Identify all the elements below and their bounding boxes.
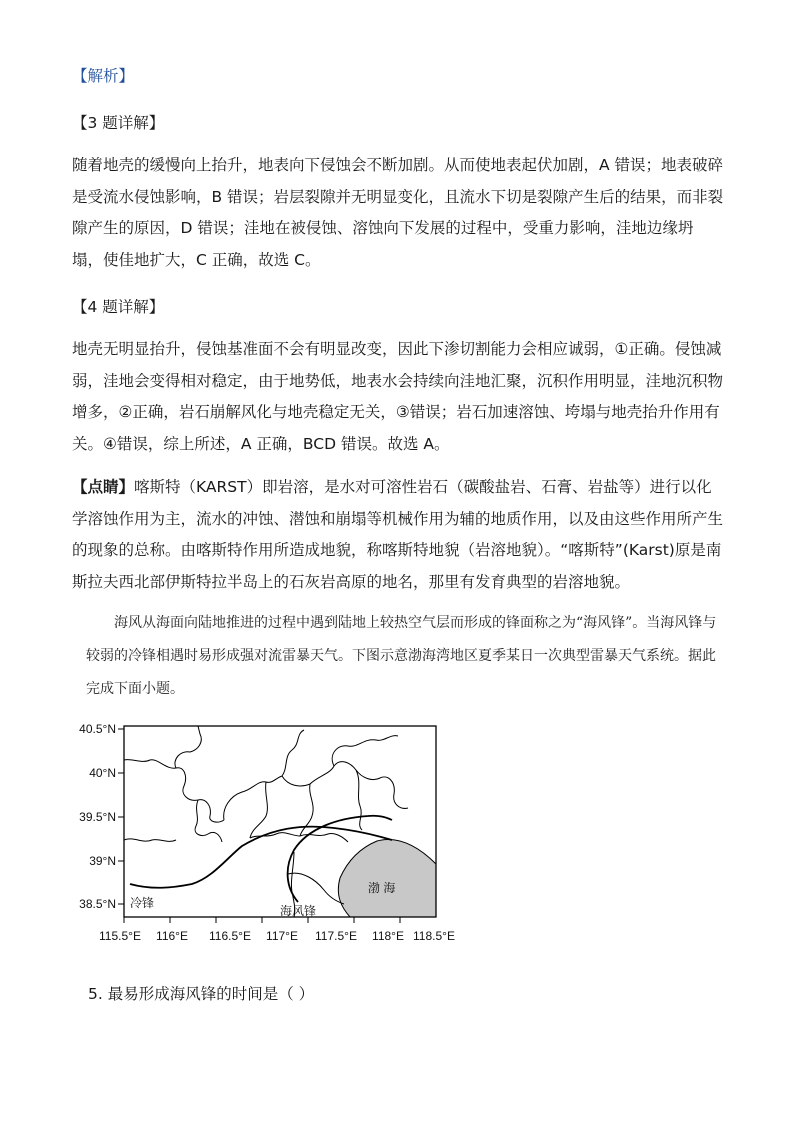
question-5: 5. 最易形成海风锋的时间是（ ） — [88, 985, 315, 1003]
note-label: 【点睛】 — [72, 478, 135, 496]
lon-label: 115.5°E — [99, 929, 141, 943]
note-paragraph — [72, 472, 724, 598]
cold-front-label: 冷锋 — [130, 896, 155, 910]
q3-heading: 【3 题详解】 — [72, 114, 165, 132]
question-stem-text: 海风从海面向陆地推进的过程中遇到陆地上较热空气层而形成的锋面称之为“海风锋”。当海风锋与较弱的冷锋相遇时易形成强对流雷暴天气。下图示意渤海湾地区夏季某日一次典型雷暴天气系统。据此完成下面小题。 — [86, 615, 717, 697]
sea-breeze-front-label: 海风锋 — [280, 904, 317, 918]
lon-label: 117.5°E — [315, 929, 357, 943]
bohai-sea-label: 渤 海 — [368, 881, 396, 895]
lat-label: 39.5°N — [79, 810, 116, 824]
lon-label: 116.5°E — [209, 929, 251, 943]
lon-label: 117°E — [266, 929, 298, 943]
analysis-label: 【解析】 — [72, 67, 135, 85]
q4-explanation: 地壳无明显抬升，侵蚀基准面不会有明显改变，因此下渗切割能力会相应诚弱，①正确。侵蚀减弱，洼地会变得相对稳定，由于地势低，地表水会持续向洼地汇聚，沉积作用明显，洼地沉积物增多，②正确，岩石崩解风化与地壳稳定无关，③错误；岩石加速溶蚀、垮塌与地壳抬升作用有关。④错误，综上所述，A 正确，BCD 错误。故选 A。 — [72, 340, 724, 453]
lat-label: 40°N — [89, 766, 116, 780]
q3-explanation: 随着地壳的缓慢向上抬升，地表向下侵蚀会不断加剧。从而使地表起伏加剧，A 错误；地表破碎是受流水侵蚀影响，B 错误；岩层裂隙并无明显变化，且流水下切是裂隙产生后的结果，而非裂隙产生的原因，D 错误；洼地在被侵蚀、溶蚀向下发展的过程中，受重力影响，洼地边缘坍塌，使佳地扩大，C 正确，故选 C。 — [72, 156, 724, 269]
question-stem — [86, 607, 726, 706]
lon-label: 118.5°E — [413, 929, 455, 943]
lon-label: 118°E — [372, 929, 404, 943]
bohai-sea-area — [338, 840, 436, 917]
note-body: 喀斯特（KARST）即岩溶，是水对可溶性岩石（碳酸盐岩、石膏、岩盐等）进行以化学溶蚀作用为主，流水的冲蚀、潜蚀和崩塌等机械作用为辅的地质作用，以及由这些作用所产生的现象的总称。由喀斯特作用所造成地貌，称喀斯特地貌（岩溶地貌）。“喀斯特”(Karst)原是南斯拉夫西北部伊斯特拉半岛上的石灰岩高原的地名，那里有发育典型的岩溶地貌。 — [72, 478, 724, 591]
lat-label: 40.5°N — [79, 722, 116, 736]
lon-label: 116°E — [156, 929, 188, 943]
lat-label: 38.5°N — [79, 897, 116, 911]
bohai-bay-map — [72, 720, 472, 952]
lat-label: 39°N — [89, 854, 116, 868]
q4-heading: 【4 题详解】 — [72, 298, 165, 316]
